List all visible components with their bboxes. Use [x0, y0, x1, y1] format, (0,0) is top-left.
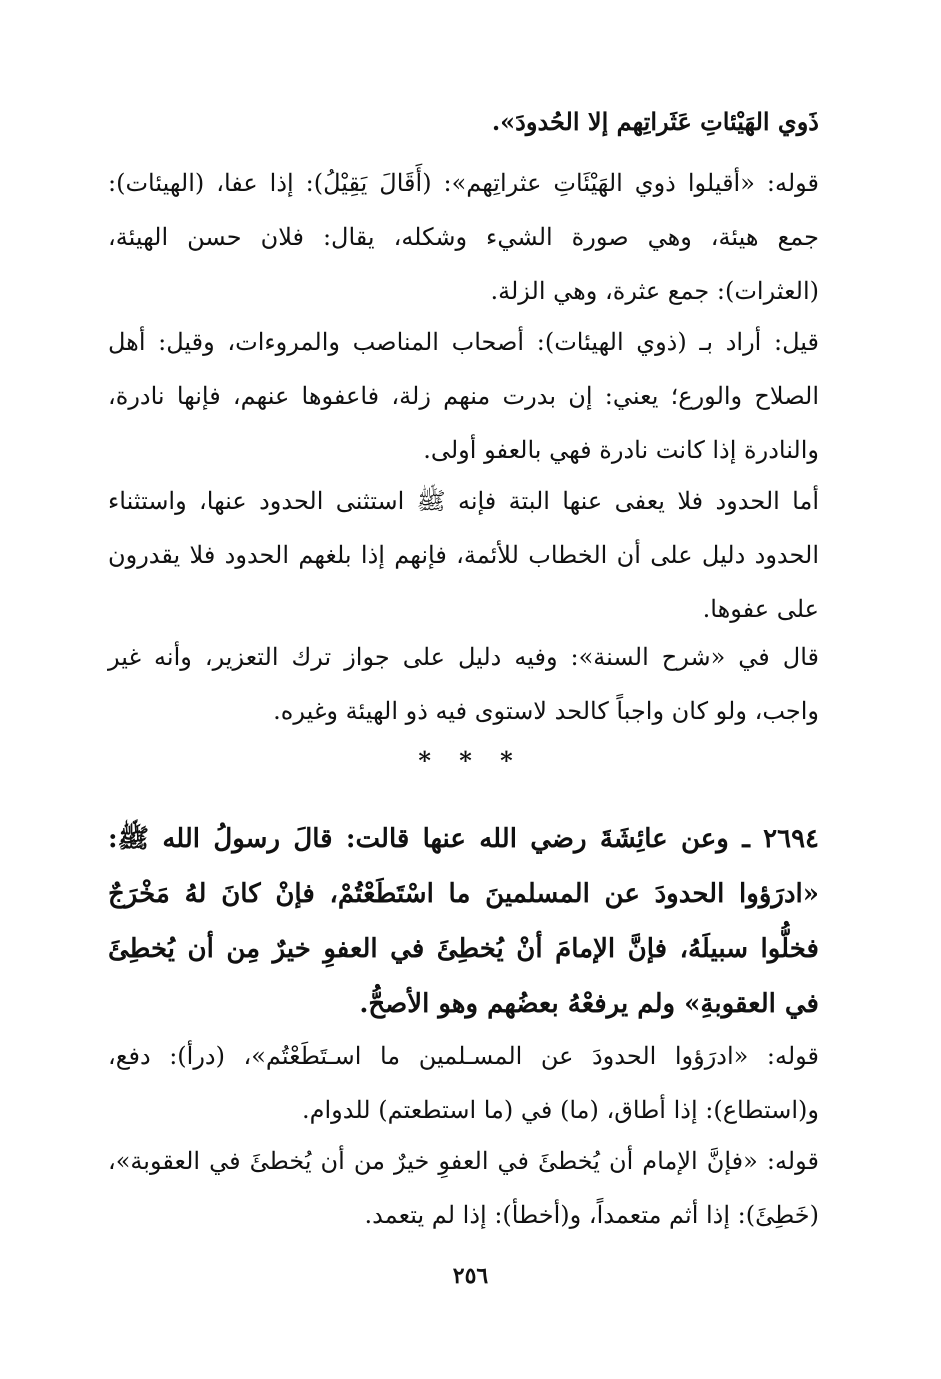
paragraph-commentary-hudud: أما الحدود فلا يعفى عنها البتة فإنه ﷺ استثنى الحدود عنها، واستثناء الحدود دليل على أن الخطاب للأئمة، فإنهم إذا بلغهم الحدود فلا يقدرون على عفوها. — [108, 487, 819, 623]
page-number: ٢٥٦ — [452, 1263, 489, 1289]
paragraph-commentary-idraw: قوله: «ادرَؤوا الحدودَ عن المسـلمين ما اسـتَطَعْتُم»، (درأ): دفع، و(استطاع): إذا أطاق، (ما) في (ما استطعتم) للدوام. — [108, 1042, 819, 1124]
paragraph-commentary-dhawi: قيل: أراد بـ (ذوي الهيئات): أصحاب المناصب والمروءات، وقيل: أهل الصلاح والورع؛ يعني: إن بدرت منهم زلة، فاعفوها عنهم، فإنها نادرة، والنادرة إذا كانت نادرة فهي بالعفو أولى. — [108, 328, 820, 464]
paragraph-commentary-hayat: قوله: «أقيلوا ذوي الهَيْئَاتِ عثراتِهم»: (أَقَالَ يَقِيْلُ): إذا عفا، (الهيئات): جمع هيئة، وهي صورة الشيء وشكله، يقال: فلان حسن الهيئة، (العثرات): جمع عثرة، وهي الزلة. — [108, 169, 819, 305]
section-separator: * * * — [418, 746, 523, 775]
paragraph-sharh-sunnah: قال في «شرح السنة»: وفيه دليل على جواز ترك التعزير، وأنه غير واجب، ولو كان واجباً كالحد لاستوى فيه ذو الهيئة وغيره. — [108, 643, 819, 725]
paragraph-hadith-ending: ذَوي الهَيْئاتِ عَثَراتِهم إلا الحُدودَ». — [491, 107, 819, 136]
hadith-2694: ٢٦٩٤ ـ وعن عائِشَةَ رضي الله عنها قالت: قالَ رسولُ الله ﷺ: «ادرَؤوا الحدودَ عن المسلمينَ ما اسْتَطَعْتُمْ، فإنْ كانَ لهُ مَخْرَجٌ فخلُّوا سبيلَهُ، فإنَّ الإمامَ أنْ يُخطِئَ في العفوِ خيرٌ مِن أن يُخطِئَ في العقوبةِ» ولم يرفعْهُ بعضُهم وهو الأصحُّ. — [108, 824, 819, 1019]
paragraph-commentary-khatia: قوله: «فإنَّ الإمام أن يُخطئَ في العفوِ خيرٌ من أن يُخطئَ في العقوبة»، (خَطِئَ): إذا أثم متعمداً، و(أخطأ): إذا لم يتعمد. — [108, 1147, 819, 1229]
